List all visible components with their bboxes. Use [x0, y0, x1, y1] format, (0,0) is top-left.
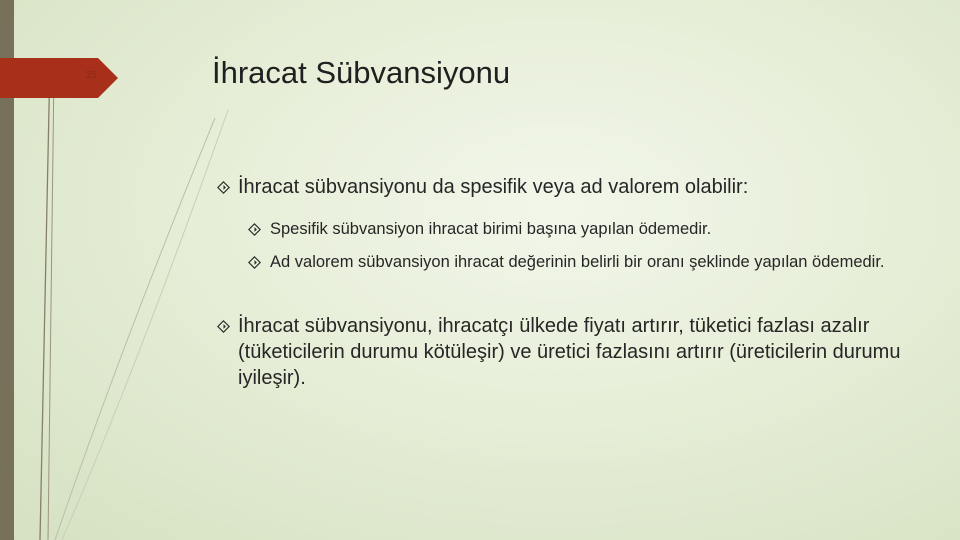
sub-bullet-item: [248, 251, 888, 273]
bullet-item: [217, 174, 917, 200]
diamond-bullet-icon: [248, 223, 261, 236]
sub-bullet-text: Spesifik sübvansiyon ihracat birimi başına yapılan ödemedir.: [270, 220, 712, 238]
bullet-item: [217, 313, 917, 391]
bullet-text: İhracat sübvansiyonu da spesifik veya ad valorem olabilir:: [238, 176, 749, 198]
diamond-bullet-icon: [217, 181, 230, 194]
bullet-text: İhracat sübvansiyonu, ihracatçı ülkede fiyatı artırır, tüketici fazlası azalır (tüketicilerin durumu kötüleşir) ve üretici fazlasını artırır (üreticilerin durumu iyileşir).: [238, 315, 901, 389]
slide-title: İhracat Sübvansiyonu: [212, 55, 511, 90]
slide-number: 35: [85, 70, 97, 81]
diamond-bullet-icon: [248, 256, 261, 269]
diamond-bullet-icon: [217, 320, 230, 333]
sub-bullet-text: Ad valorem sübvansiyon ihracat değerinin belirli bir oranı şeklinde yapılan ödemedir.: [270, 253, 885, 271]
sub-bullet-item: [248, 218, 888, 240]
